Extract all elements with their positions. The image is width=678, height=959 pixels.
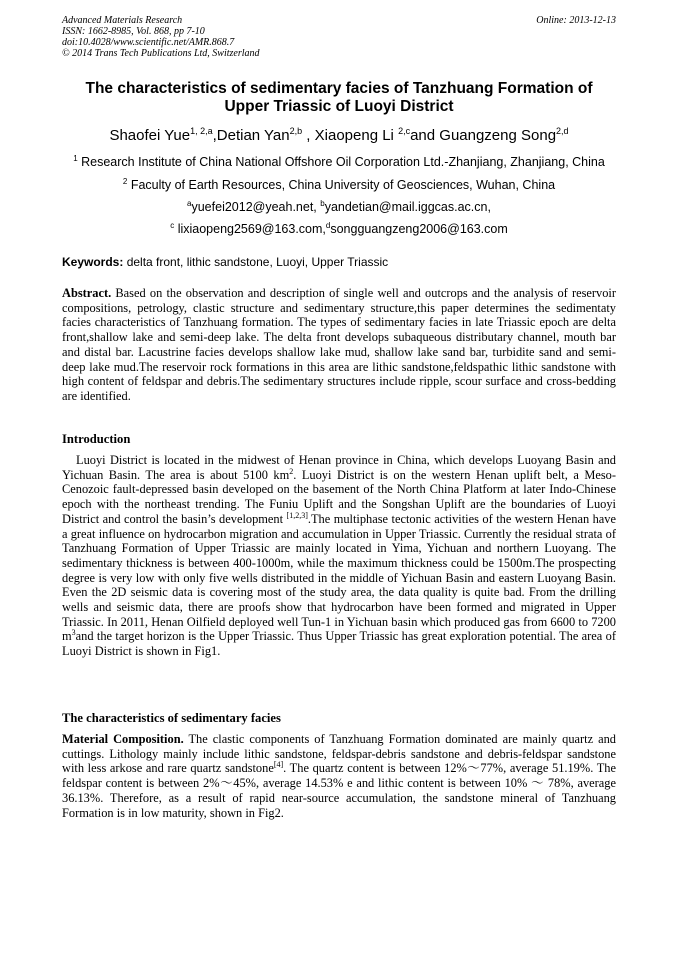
author-list — [62, 127, 616, 145]
superscript: 2 — [289, 466, 294, 476]
keywords-line — [62, 255, 616, 270]
title-line-2: Upper Triassic of Luoyi District — [224, 98, 454, 115]
keywords-label: Keywords: — [62, 255, 124, 269]
subsection-label: Material Composition. — [62, 732, 184, 746]
superscript: 3 — [71, 628, 76, 638]
email-superscript: a — [187, 199, 192, 208]
affiliation-number: 1 — [73, 154, 78, 163]
author-superscript: 1, 2,a — [190, 126, 213, 136]
citation-superscript[interactable]: [1,2,3] — [286, 510, 308, 520]
intro-text: . Luoyi District is on the western Henan uplift belt, a Meso-Cenozoic fault-depressed basin developed on the basement of the North China Platform at later Indo-Chinese epoch with the northeast trending. The Funiu Uplift and the Songshan Uplift are the boundaries of Luoyi District and control the basin’s development — [62, 467, 617, 526]
email-superscript: b — [320, 199, 325, 208]
copyright-line: © 2014 Trans Tech Publications Ltd, Switzerland — [62, 48, 260, 59]
title-line-1: The characteristics of sedimentary facies of Tanzhuang Formation of — [85, 80, 593, 97]
author-separator: , — [212, 127, 217, 144]
paper-title — [62, 80, 616, 116]
keywords-text: delta front, lithic sandstone, Luoyi, Upper Triassic — [123, 255, 389, 269]
email-link[interactable]: songguangzeng2006@163.com — [330, 222, 508, 236]
issn-line: ISSN: 1662-8985, Vol. 868, pp 7-10 — [62, 26, 205, 37]
material-composition-paragraph — [62, 732, 616, 820]
section-heading: The characteristics of sedimentary facies — [62, 711, 281, 725]
email-link[interactable]: yandetian@mail.iggcas.ac.cn, — [324, 200, 491, 214]
abstract-label: Abstract. — [62, 286, 112, 300]
affiliation-number: 2 — [122, 177, 128, 186]
journal-name: Advanced Materials Research — [62, 15, 183, 26]
section-text: . The quartz content is between 12%～77%, average 51.19%. The feldspar content is between 2%～45%, average 14.53% e and lithic content is between 10% ～ 78%, average 36.13%. Therefore, as a result of rapid near-source accumulation, the sandstone mineral of Tanzhuang Formation is in low maturity, shown in Fig2. — [62, 761, 616, 820]
author-name: Shaofei Yue — [109, 127, 191, 144]
affiliation-text: Faculty of Earth Resources, China University of Geosciences, Wuhan, China — [130, 178, 556, 192]
abstract-text: Based on the observation and description of single well and outcrops and the analysis of reservoir compositions, petrology, clastic structure and sedimentary structure,this paper determines the sedimentaty facies characteristics of Tanzhuang formation. The types of sedimentary facies in late Triassic epoch are delta front,shallow lake and semi-deep lake. The delta front develops subaqueous distributary channel, mouth bar and distal bar. Lacustrine facies develops shallow lake mud, shallow lake sand bar, turbidite sand and semi-deep lake mud.The reservoir rock formations in this area are lithic sandstone,feldspathic lithic sandstone with high content of feldspar and debris.The sedimentary structures include ripple, scour surface and cross-bedding are identified. — [62, 286, 616, 403]
email-link[interactable]: lixiaopeng2569@163.com, — [174, 222, 326, 236]
section-text: The clastic components of Tanzhuang Formation dominated are mainly quartz and cuttings. Lithology mainly include lithic sandstone, feldspar-debris sandstone and debris-feldspar sandstone with less arkose and rare quartz sandstone — [62, 732, 617, 776]
author-name: Detian Yan — [216, 127, 290, 144]
email-superscript: c — [170, 221, 175, 230]
citation-superscript[interactable]: [4] — [273, 760, 284, 770]
abstract-block — [62, 286, 616, 404]
affiliation-2 — [40, 178, 638, 193]
author-superscript: 2,c — [398, 126, 411, 136]
intro-text: .The multiphase tectonic activities of the western Henan have a great influence on hydrocarbon migration and accumulation in Upper Triassic. Currently the residual strata of Tanzhuang Formation of Upper Triassic are mainly located in Yima, Yichuan and northern Luoyang. The sedimentary thickness is between 400-1000m, while the maximum thickness could be 1500m.The prospecting degree is very low with only five wells distributed in the middle of Yichuan Basin and eastern Luoyang Basin. Even the 2D seismic data is covering most of the study area, the data quality is quite bad. From the drilling wells and seismic data, there are proofs show that hydrocarbon have been formed and migrated in Upper Triassic. In 2011, Henan Oilfield deployed well Tun-1 in Yichuan basin which produced gas from 6600 to 7200 m — [62, 511, 617, 644]
email-superscript: d — [325, 221, 331, 230]
doi-line: doi:10.4028/www.scientific.net/AMR.868.7 — [62, 37, 235, 48]
author-separator: , — [302, 127, 315, 144]
email-link[interactable]: yuefei2012@yeah.net, — [191, 200, 321, 214]
email-line-1 — [40, 200, 638, 215]
email-line-2 — [40, 222, 638, 237]
intro-text: and the target horizon is the Upper Triassic. Thus Upper Triassic has great exploration potential. The area of Luoyi District is shown in Fig1. — [62, 629, 616, 659]
introduction-heading: Introduction — [62, 432, 131, 446]
author-name: Xiaopeng Li — [314, 127, 399, 144]
author-name: and Guangzeng Song — [410, 127, 557, 144]
intro-text: Luoyi District is located in the midwest of Henan province in China, which develops Luoyang Basin and Yichuan Basin. The area is about 5100 km — [62, 453, 616, 482]
affiliation-text: Research Institute of China National Offshore Oil Corporation Ltd.-Zhanjiang, Zhanjiang, China — [81, 155, 605, 169]
online-date: Online: 2013-12-13 — [536, 15, 616, 26]
author-superscript: 2,b — [289, 126, 303, 136]
running-header — [62, 15, 616, 59]
introduction-paragraph — [62, 453, 616, 659]
affiliation-1 — [40, 155, 638, 170]
author-superscript: 2,d — [556, 126, 569, 136]
